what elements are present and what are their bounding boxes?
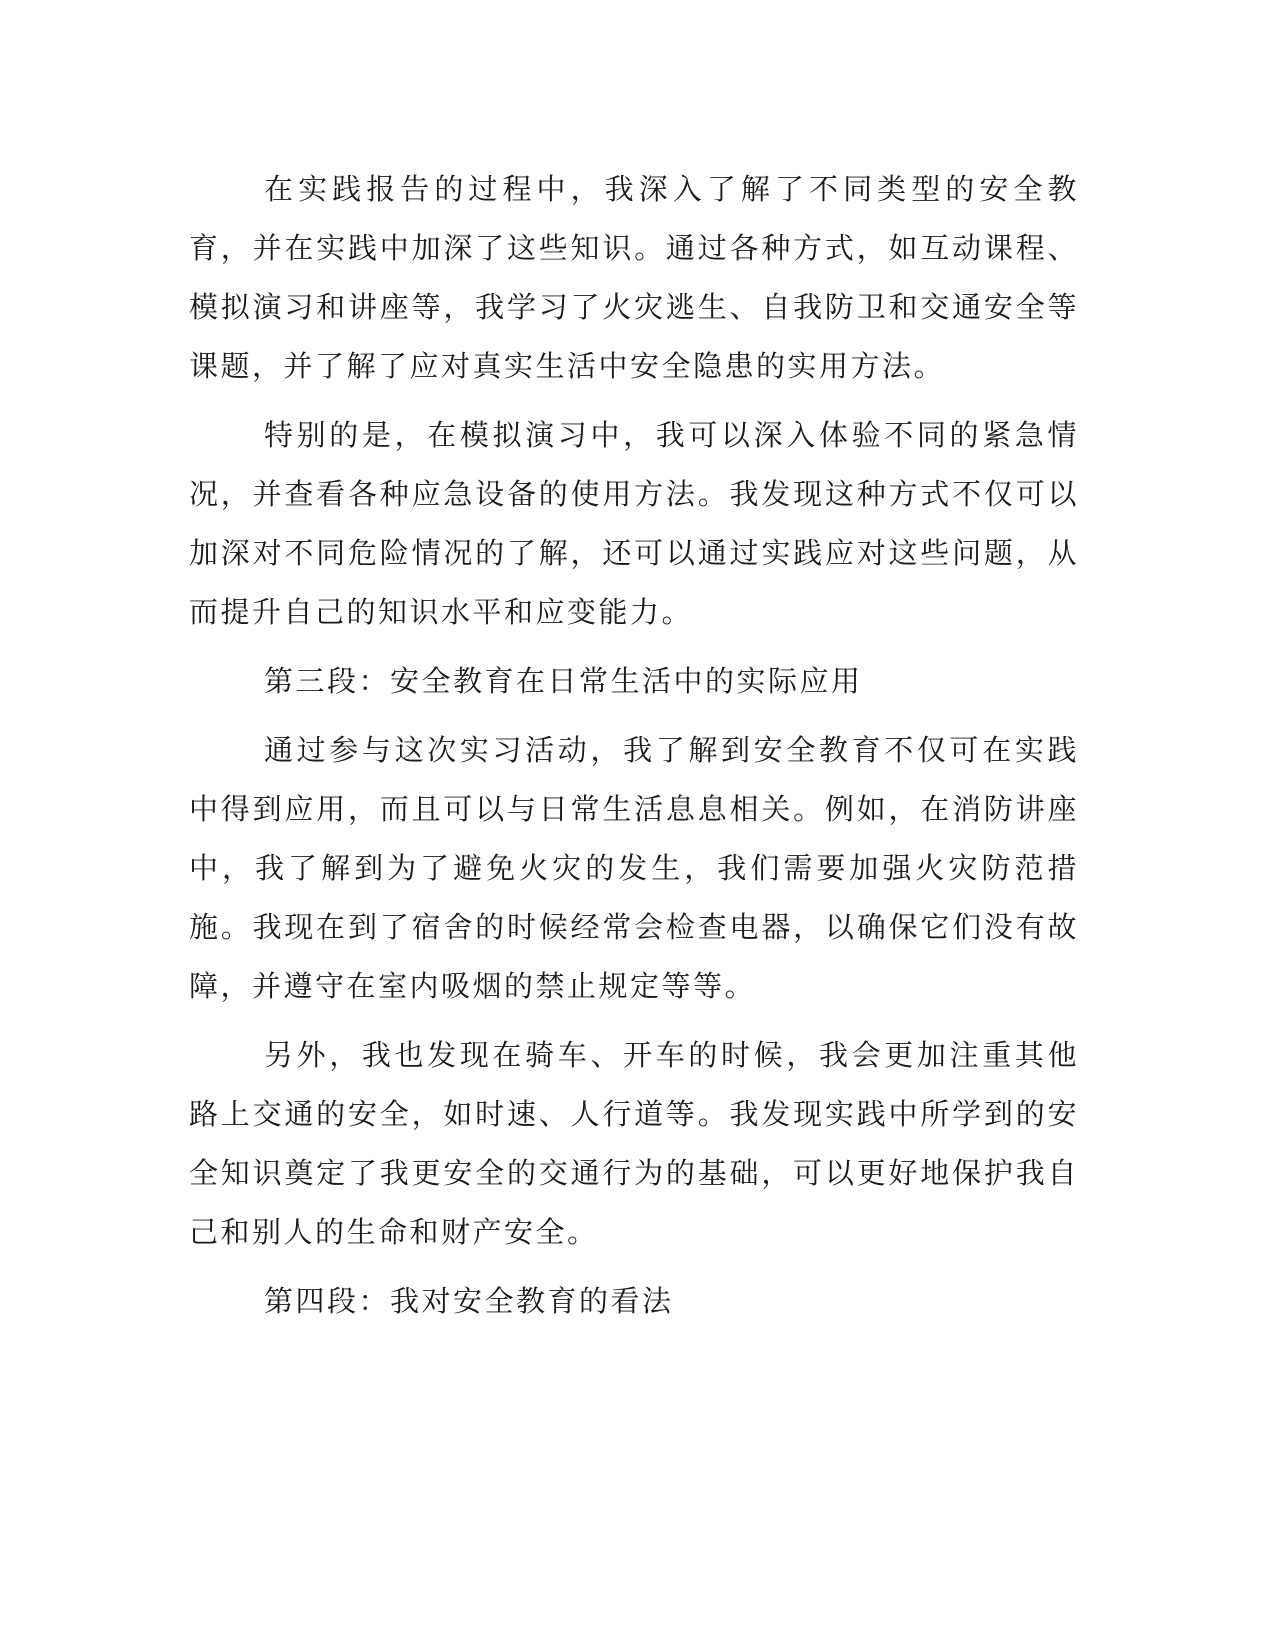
paragraph-daily-application: 通过参与这次实习活动，我了解到安全教育不仅可在实践中得到应用，而且可以与日常生活息息相关。例如，在消防讲座中，我了解到为了避免火灾的发生，我们需要加强火灾防范措施。我现在到了宿舍的时候经常会检查电器，以确保它们没有故障，并遵守在室内吸烟的禁止规定等等。	[189, 733, 1079, 1003]
document-body	[189, 160, 1079, 1341]
section-heading-3: 第三段：安全教育在日常生活中的实际应用	[264, 664, 863, 698]
paragraph-simulation-drill: 特别的是，在模拟演习中，我可以深入体验不同的紧急情况，并查看各种应急设备的使用方法。我发现这种方式不仅可以加深对不同危险情况的了解，还可以通过实践应对这些问题，从而提升自己的知识水平和应变能力。	[189, 418, 1079, 629]
paragraph-practice-report: 在实践报告的过程中，我深入了解了不同类型的安全教育，并在实践中加深了这些知识。通过各种方式，如互动课程、模拟演习和讲座等，我学习了火灾逃生、自我防卫和交通安全等课题，并了解了应对真实生活中安全隐患的实用方法。	[189, 172, 1079, 383]
section-heading-4: 第四段：我对安全教育的看法	[264, 1284, 674, 1318]
paragraph-traffic-safety: 另外，我也发现在骑车、开车的时候，我会更加注重其他路上交通的安全，如时速、人行道等。我发现实践中所学到的安全知识奠定了我更安全的交通行为的基础，可以更好地保护我自己和别人的生命和财产安全。	[189, 1038, 1079, 1249]
